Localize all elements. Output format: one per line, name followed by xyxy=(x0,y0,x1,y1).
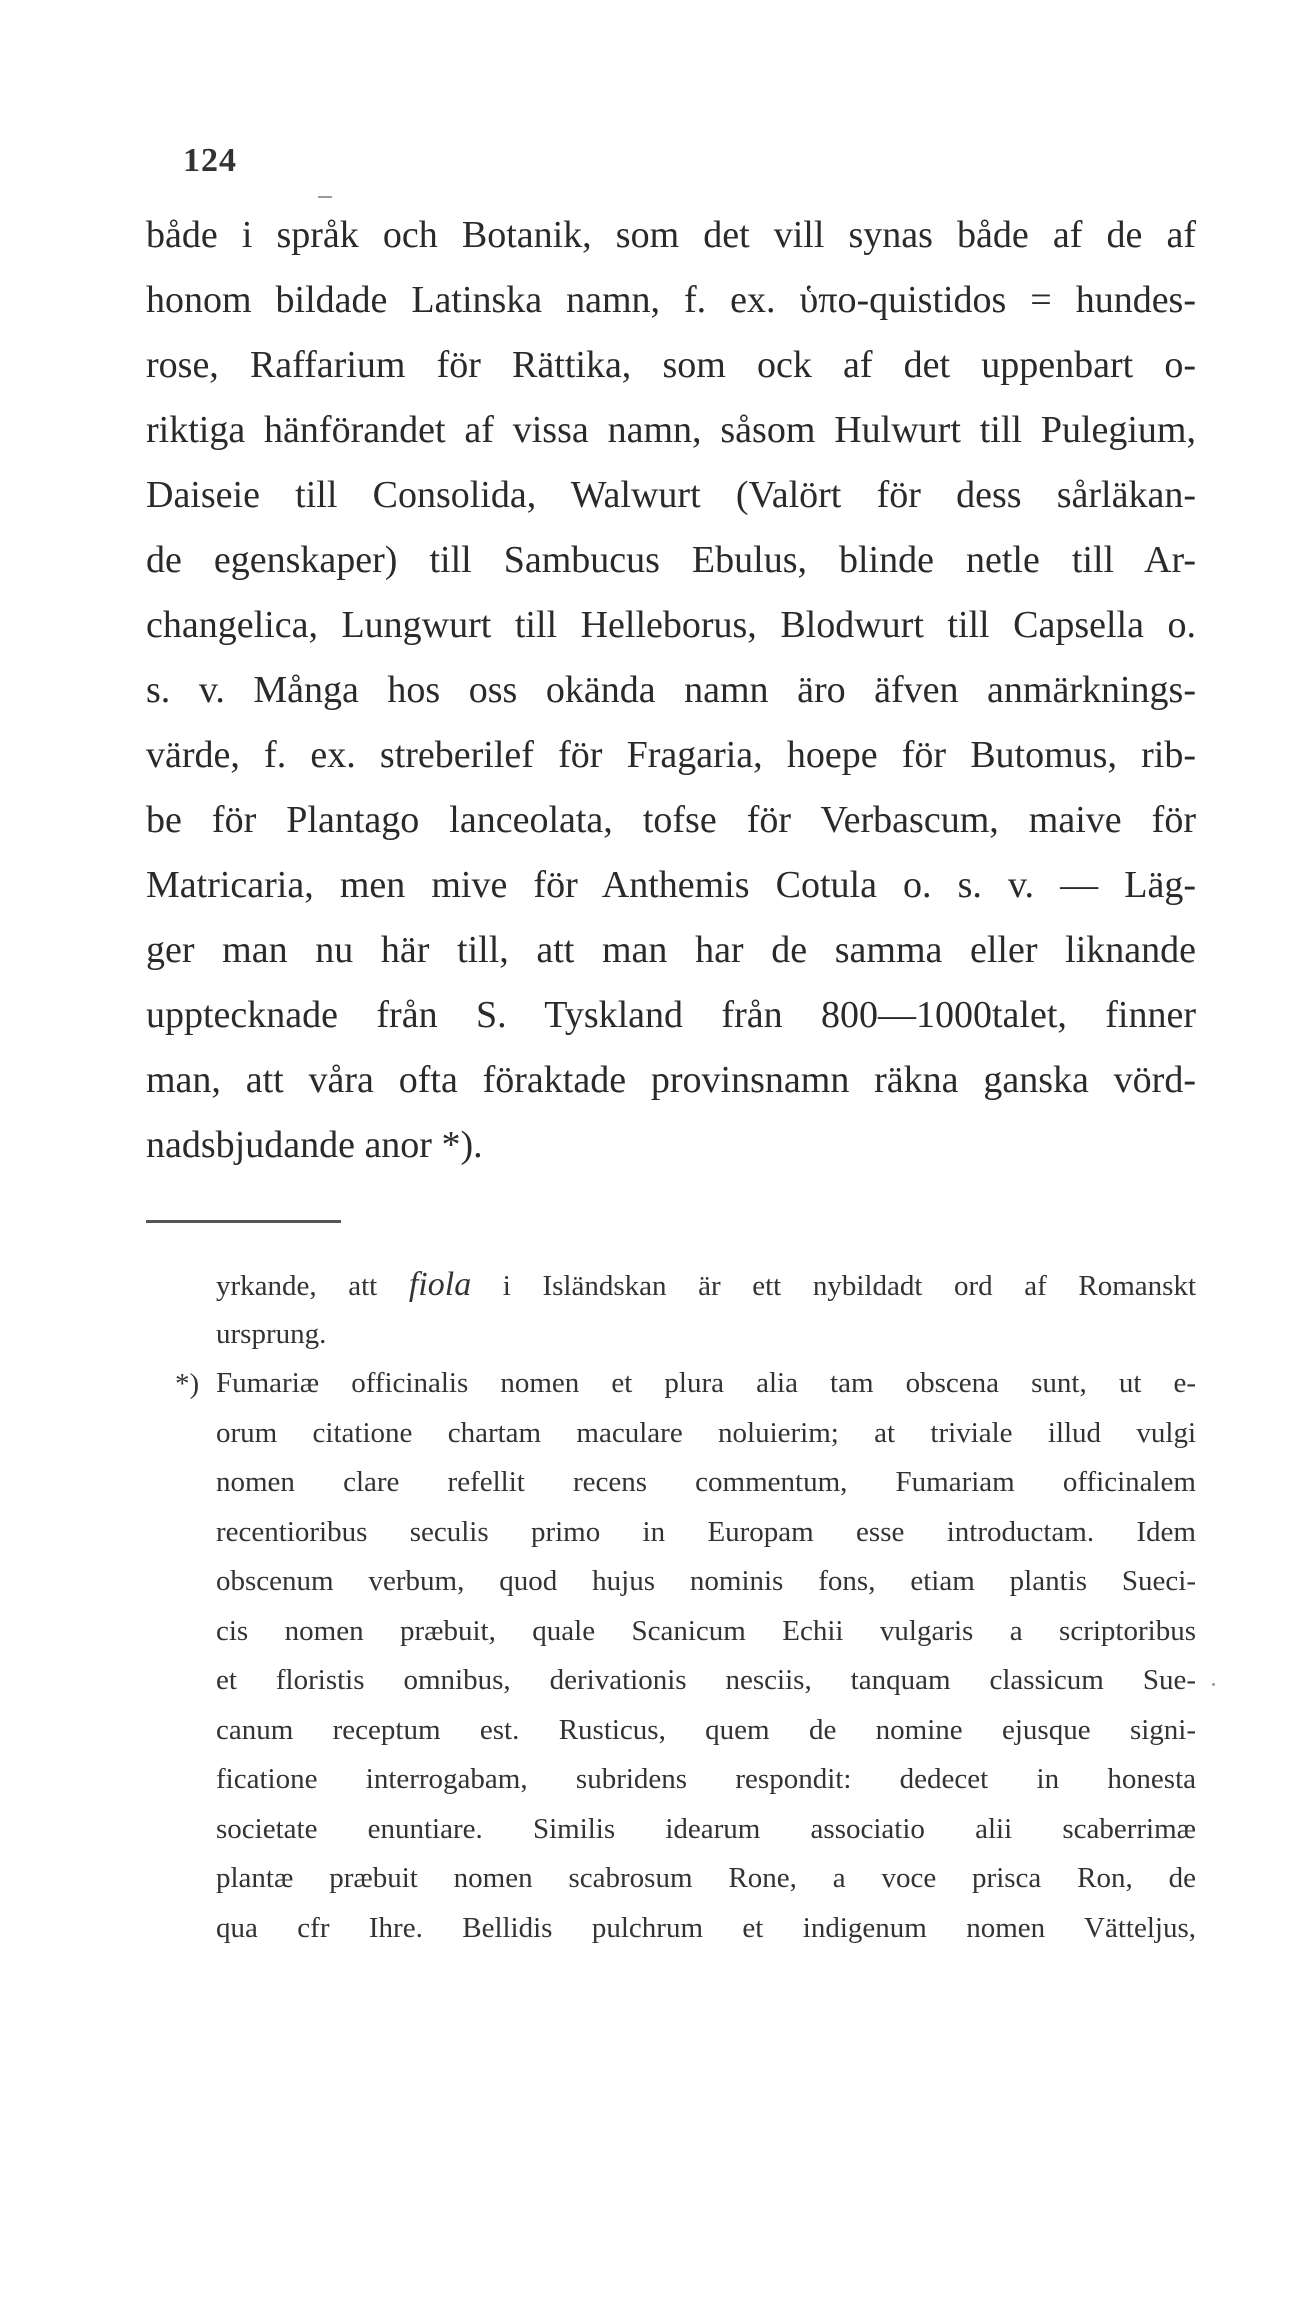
text-line: Daiseie till Consolida, Walwurt (Valört för dess sårläkan- xyxy=(146,474,1196,516)
footnote-line: Fumariæ officinalis nomen et plura alia tam obscena sunt, ut e- xyxy=(216,1367,1196,1399)
footnote-emphasis: fiola xyxy=(408,1266,472,1303)
footnotes-block xyxy=(216,1260,1196,1953)
text-line: rose, Raffarium för Rättika, som ock af det uppenbart o- xyxy=(146,344,1196,386)
footnote-line: societate enuntiare. Similis idearum associatio alii scaberrimæ xyxy=(216,1812,1196,1845)
footnote-marker: *) xyxy=(175,1368,200,1400)
footnote-line: canum receptum est. Rusticus, quem de nomine ejusque signi- xyxy=(216,1713,1196,1746)
text-line: nadsbjudande anor *). xyxy=(146,1124,483,1166)
footnote-line: et floristis omnibus, derivationis nesciis, tanquam classicum Sue- xyxy=(216,1664,1196,1696)
text-line: changelica, Lungwurt till Helleborus, Blodwurt till Capsella o. xyxy=(146,604,1196,646)
footnote-line: ficatione interrogabam, subridens respondit: dedecet in honesta xyxy=(216,1763,1196,1795)
footnote-line: orum citatione chartam maculare noluierim; at triviale illud vulgi xyxy=(216,1416,1196,1449)
footnote-line: cis nomen præbuit, quale Scanicum Echii vulgaris a scriptoribus xyxy=(216,1614,1196,1647)
margin-speck xyxy=(1212,1683,1215,1686)
footnote-line: obscenum verbum, quod hujus nominis fons, etiam plantis Sueci- xyxy=(216,1565,1196,1597)
footnote-separator xyxy=(146,1220,341,1223)
printer-mark xyxy=(318,196,332,198)
text-line: Matricaria, men mive för Anthemis Cotula o. s. v. — Läg- xyxy=(146,864,1196,906)
text-line: riktiga hänförandet af vissa namn, såsom Hulwurt till Pulegium, xyxy=(146,409,1196,451)
text-line: man, att våra ofta föraktade provinsnamn räkna ganska vörd- xyxy=(146,1059,1196,1101)
text-line: värde, f. ex. streberilef för Fragaria, hoepe för Butomus, rib- xyxy=(146,734,1196,776)
footnote-line: plantæ præbuit nomen scabrosum Rone, a voce prisca Ron, de xyxy=(216,1862,1196,1894)
footnote-line: recentioribus seculis primo in Europam esse introductam. Idem xyxy=(216,1515,1196,1548)
text-line: upptecknade från S. Tyskland från 800—1000talet, finner xyxy=(146,994,1196,1036)
footnote-line: nomen clare refellit recens commentum, Fumariam officinalem xyxy=(216,1466,1196,1498)
text-line: be för Plantago lanceolata, tofse för Verbascum, maive för xyxy=(146,799,1196,841)
footnote-line xyxy=(216,1260,1196,1310)
page-number: 124 xyxy=(183,142,237,179)
main-text-block xyxy=(146,203,1196,1178)
footnote-line: qua cfr Ihre. Bellidis pulchrum et indigenum nomen Vätteljus, xyxy=(216,1911,1196,1944)
text-line: ger man nu här till, att man har de samma eller liknande xyxy=(146,929,1196,971)
footnote-line: ursprung. xyxy=(216,1317,327,1350)
text-line: honom bildade Latinska namn, f. ex. ὑπο-quistidos = hundes- xyxy=(146,279,1196,321)
text-line: både i språk och Botanik, som det vill synas både af de af xyxy=(146,214,1196,256)
footnote-text: i Isländskan är ett nybildadt ord af Romanskt xyxy=(471,1270,1196,1302)
text-line: s. v. Många hos oss okända namn äro äfven anmärknings- xyxy=(146,669,1196,711)
footnote-text: yrkande, att xyxy=(216,1270,409,1302)
text-line: de egenskaper) till Sambucus Ebulus, blinde netle till Ar- xyxy=(146,539,1196,581)
